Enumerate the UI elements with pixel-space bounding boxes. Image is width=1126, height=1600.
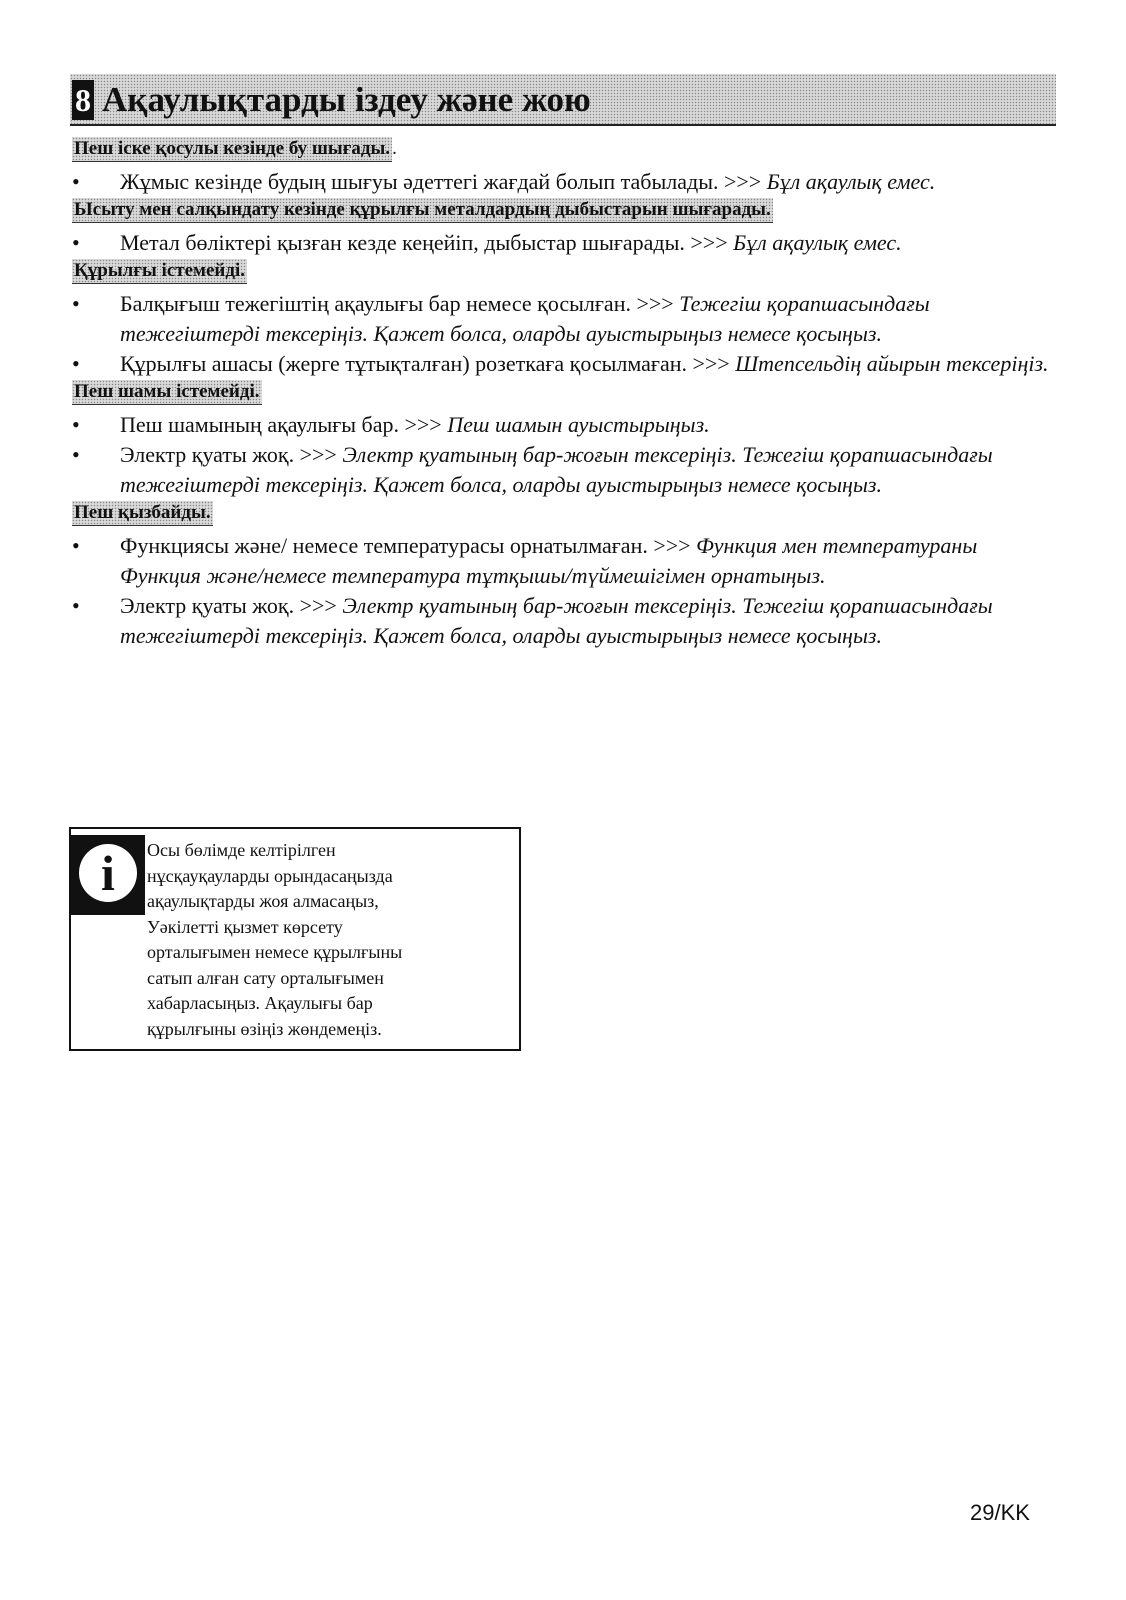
fault-list [72,410,1056,500]
section-heading-row [72,501,1056,531]
notice-line: орталығымен немесе құрылғыны [147,942,403,962]
section-heading-row [72,259,1056,289]
bullet: • [72,533,80,558]
notice-line: ақаулықтарды жоя алмасаңыз, [147,891,379,911]
remedy-text: Тежегіш қорапшасындағы тежегіштерді тексеріңіз. Қажет болса, оларды ауыстырыңыз немесе қосыңыз. [120,291,930,346]
list-item [72,591,1056,651]
list-item [72,410,1056,440]
remedy-text: Электр қуатының бар-жоғын тексеріңіз. Тежегіш қорапшасындағы тежегіштерді тексеріңіз. Қажет болса, оларды ауыстырыңыз немесе қосыңыз. [120,593,993,648]
bullet: • [72,351,80,376]
cause-text: Электр қуаты жоқ. >>> [120,593,343,618]
remedy-text: Штепсельдің айырын тексеріңіз. [735,351,1049,376]
notice-line: хабарласыңыз. Ақаулығы бар [147,993,373,1013]
remedy-text: Пеш шамын ауыстырыңыз. [447,412,710,437]
section-heading: Пеш шамы істемейді. [72,380,262,405]
section-heading-row [72,137,1056,167]
remedy-text: Функция мен температураны Функция және/немесе температура тұтқышы/түймешігімен орнатыңыз. [120,533,978,588]
notice-line: нұсқауқауларды орындасаңызда [147,865,393,886]
cause-text: Функциясы және/ немесе температурасы орнатылмаған. >>> [120,533,697,558]
info-notice [69,827,521,1051]
notice-line: Осы бөлімде келтірілген [147,840,336,860]
chapter-number: 8 [72,80,94,120]
fault-list [72,167,1056,197]
notice-line: Уәкілетті қызмет көрсету [147,916,343,937]
list-item [72,440,1056,500]
section-heading: Құрылғы істемейді. [72,259,247,284]
heading-trail: . [392,138,397,159]
list-item [72,349,1056,379]
cause-text: Электр қуаты жоқ. >>> [120,442,343,467]
notice-text [147,838,507,1042]
remedy-text: Бұл ақаулық емес. [733,230,902,255]
bullet: • [72,291,80,316]
troubleshooting-content [72,136,1056,651]
notice-line: сатып алған сату орталығымен [147,967,384,988]
list-item [72,228,1056,258]
page-number: 29/KK [970,1500,1030,1525]
bullet: • [72,412,80,437]
section-heading: Пеш іске қосулы кезінде бу шығады. [72,137,392,162]
cause-text: Балқығыш тежегіштің ақаулығы бар немесе қосылған. >>> [120,291,680,316]
notice-line: құрылғыны өзіңіз жөндемеңіз. [147,1018,382,1039]
bullet: • [72,593,80,618]
info-icon-glyph: i [79,844,137,902]
cause-text: Пеш шамының ақаулығы бар. >>> [120,412,448,437]
bullet: • [72,442,80,467]
remedy-text: Бұл ақаулық емес. [766,169,936,194]
info-icon [71,835,145,915]
cause-text: Жұмыс кезінде будың шығуы әдеттегі жағдай болып табылады. >>> [120,169,767,194]
fault-list [72,228,1056,258]
chapter-title: Ақаулықтарды іздеу және жою [102,80,591,119]
bullet: • [72,230,80,255]
remedy-text: Электр қуатының бар-жоғын тексеріңіз. Тежегіш қорапшасындағы тежегіштерді тексеріңіз. Қажет болса, оларды ауыстырыңыз немесе қосыңыз. [120,442,993,497]
list-item [72,289,1056,349]
bullet: • [72,169,80,194]
fault-list [72,289,1056,379]
fault-list [72,531,1056,651]
list-item [72,531,1056,591]
section-heading: Ысыту мен салқындату кезінде құрылғы металдардың дыбыстарын шығарады. [72,198,773,223]
section-heading-row [72,198,1056,228]
section-heading: Пеш қызбайды. [72,501,213,526]
chapter-header [70,74,1056,126]
cause-text: Құрылғы ашасы (жерге тұтықталған) розеткаға қосылмаған. >>> [120,351,736,376]
section-heading-row [72,380,1056,410]
list-item [72,167,1056,197]
cause-text: Метал бөліктері қызған кезде кеңейіп, дыбыстар шығарады. >>> [120,230,734,255]
